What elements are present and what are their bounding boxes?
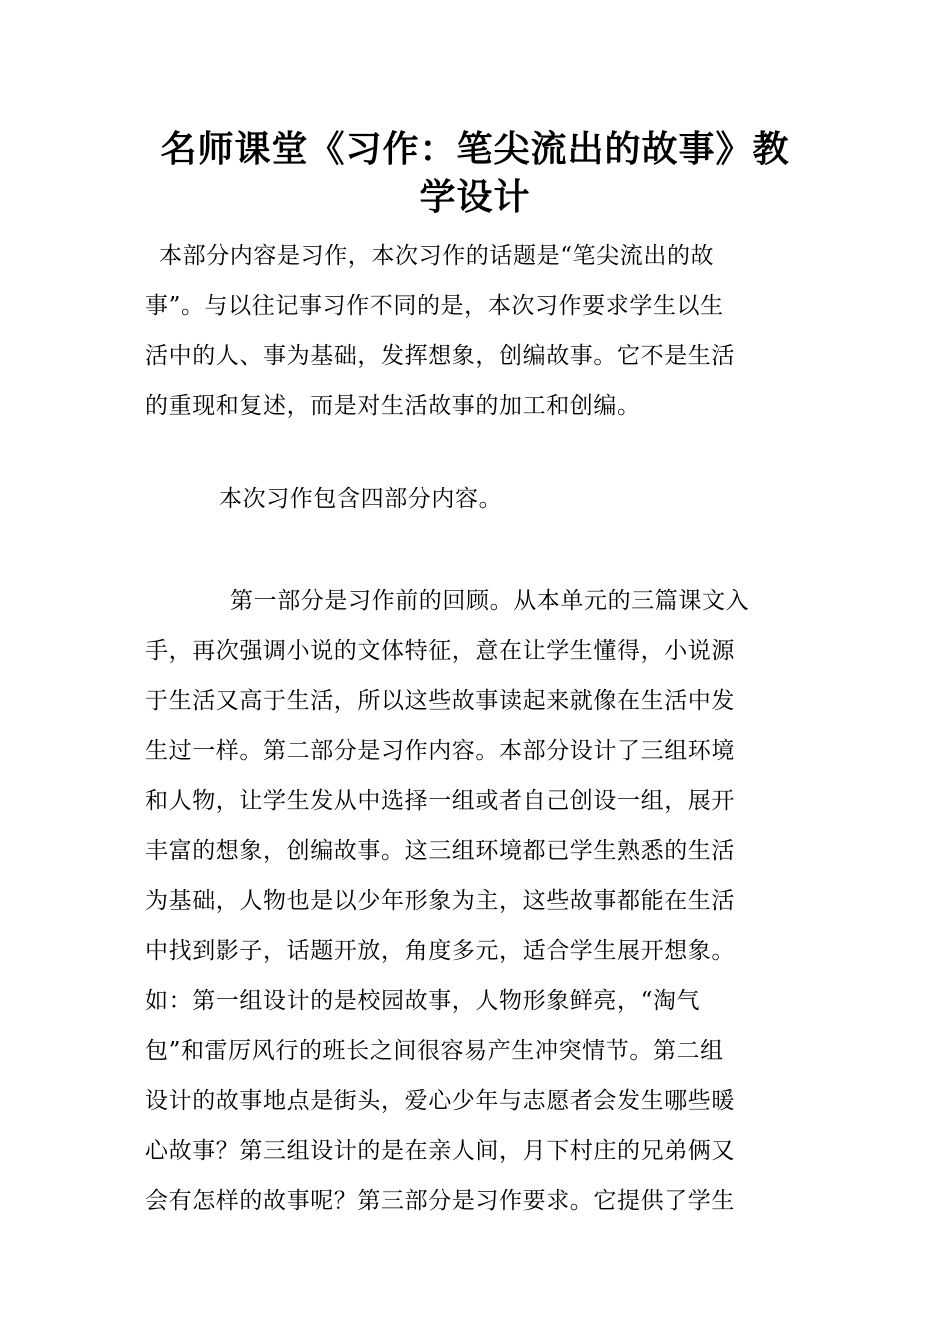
paragraph-line: 活中的人、事为基础，发挥想象，创编故事。它不是生活 (145, 343, 735, 369)
paragraph-line: 如：第一组设计的是校园故事，人物形象鲜亮，“淘气 (145, 988, 701, 1014)
paragraph-line: 和人物，让学生发从中选择一组或者自己创设一组，展开 (145, 788, 735, 814)
paragraph-line: 第一部分是习作前的回顾。从本单元的三篇课文入 (230, 588, 750, 614)
paragraph-line: 本部分内容是习作，本次习作的话题是“笔尖流出的故 (159, 243, 715, 269)
paragraph-line: 事”。与以往记事习作不同的是，本次习作要求学生以生 (145, 293, 724, 319)
paragraph-line: 包”和雷厉风行的班长之间很容易产生冲突情节。第二组 (145, 1038, 724, 1064)
paragraph-line: 为基础，人物也是以少年形象为主，这些故事都能在生活 (145, 888, 735, 914)
paragraph-overview (219, 474, 884, 524)
paragraph-line: 本次习作包含四部分内容。 (219, 486, 503, 512)
paragraph-line: 生过一样。第二部分是习作内容。本部分设计了三组环境 (145, 738, 735, 764)
paragraph-parts (145, 576, 810, 1226)
paragraph-line: 设计的故事地点是街头，爱心少年与志愿者会发生哪些暖 (145, 1088, 735, 1114)
paragraph-line: 心故事？第三组设计的是在亲人间，月下村庄的兄弟俩又 (145, 1138, 735, 1164)
document-title (130, 126, 820, 222)
title-line-1: 名师课堂《习作：笔尖流出的故事》教 (160, 129, 790, 170)
paragraph-line: 于生活又高于生活，所以这些故事读起来就像在生活中发 (145, 688, 735, 714)
paragraph-intro (145, 231, 810, 431)
paragraph-line: 的重现和复述，而是对生活故事的加工和创编。 (145, 393, 641, 419)
title-line-2: 学设计 (419, 177, 531, 218)
paragraph-line: 手，再次强调小说的文体特征，意在让学生懂得，小说源 (145, 638, 735, 664)
paragraph-line: 会有怎样的故事呢？第三部分是习作要求。它提供了学生 (145, 1188, 735, 1214)
paragraph-line: 中找到影子，话题开放，角度多元，适合学生展开想象。 (145, 938, 735, 964)
paragraph-line: 丰富的想象，创编故事。这三组环境都已学生熟悉的生活 (145, 838, 735, 864)
